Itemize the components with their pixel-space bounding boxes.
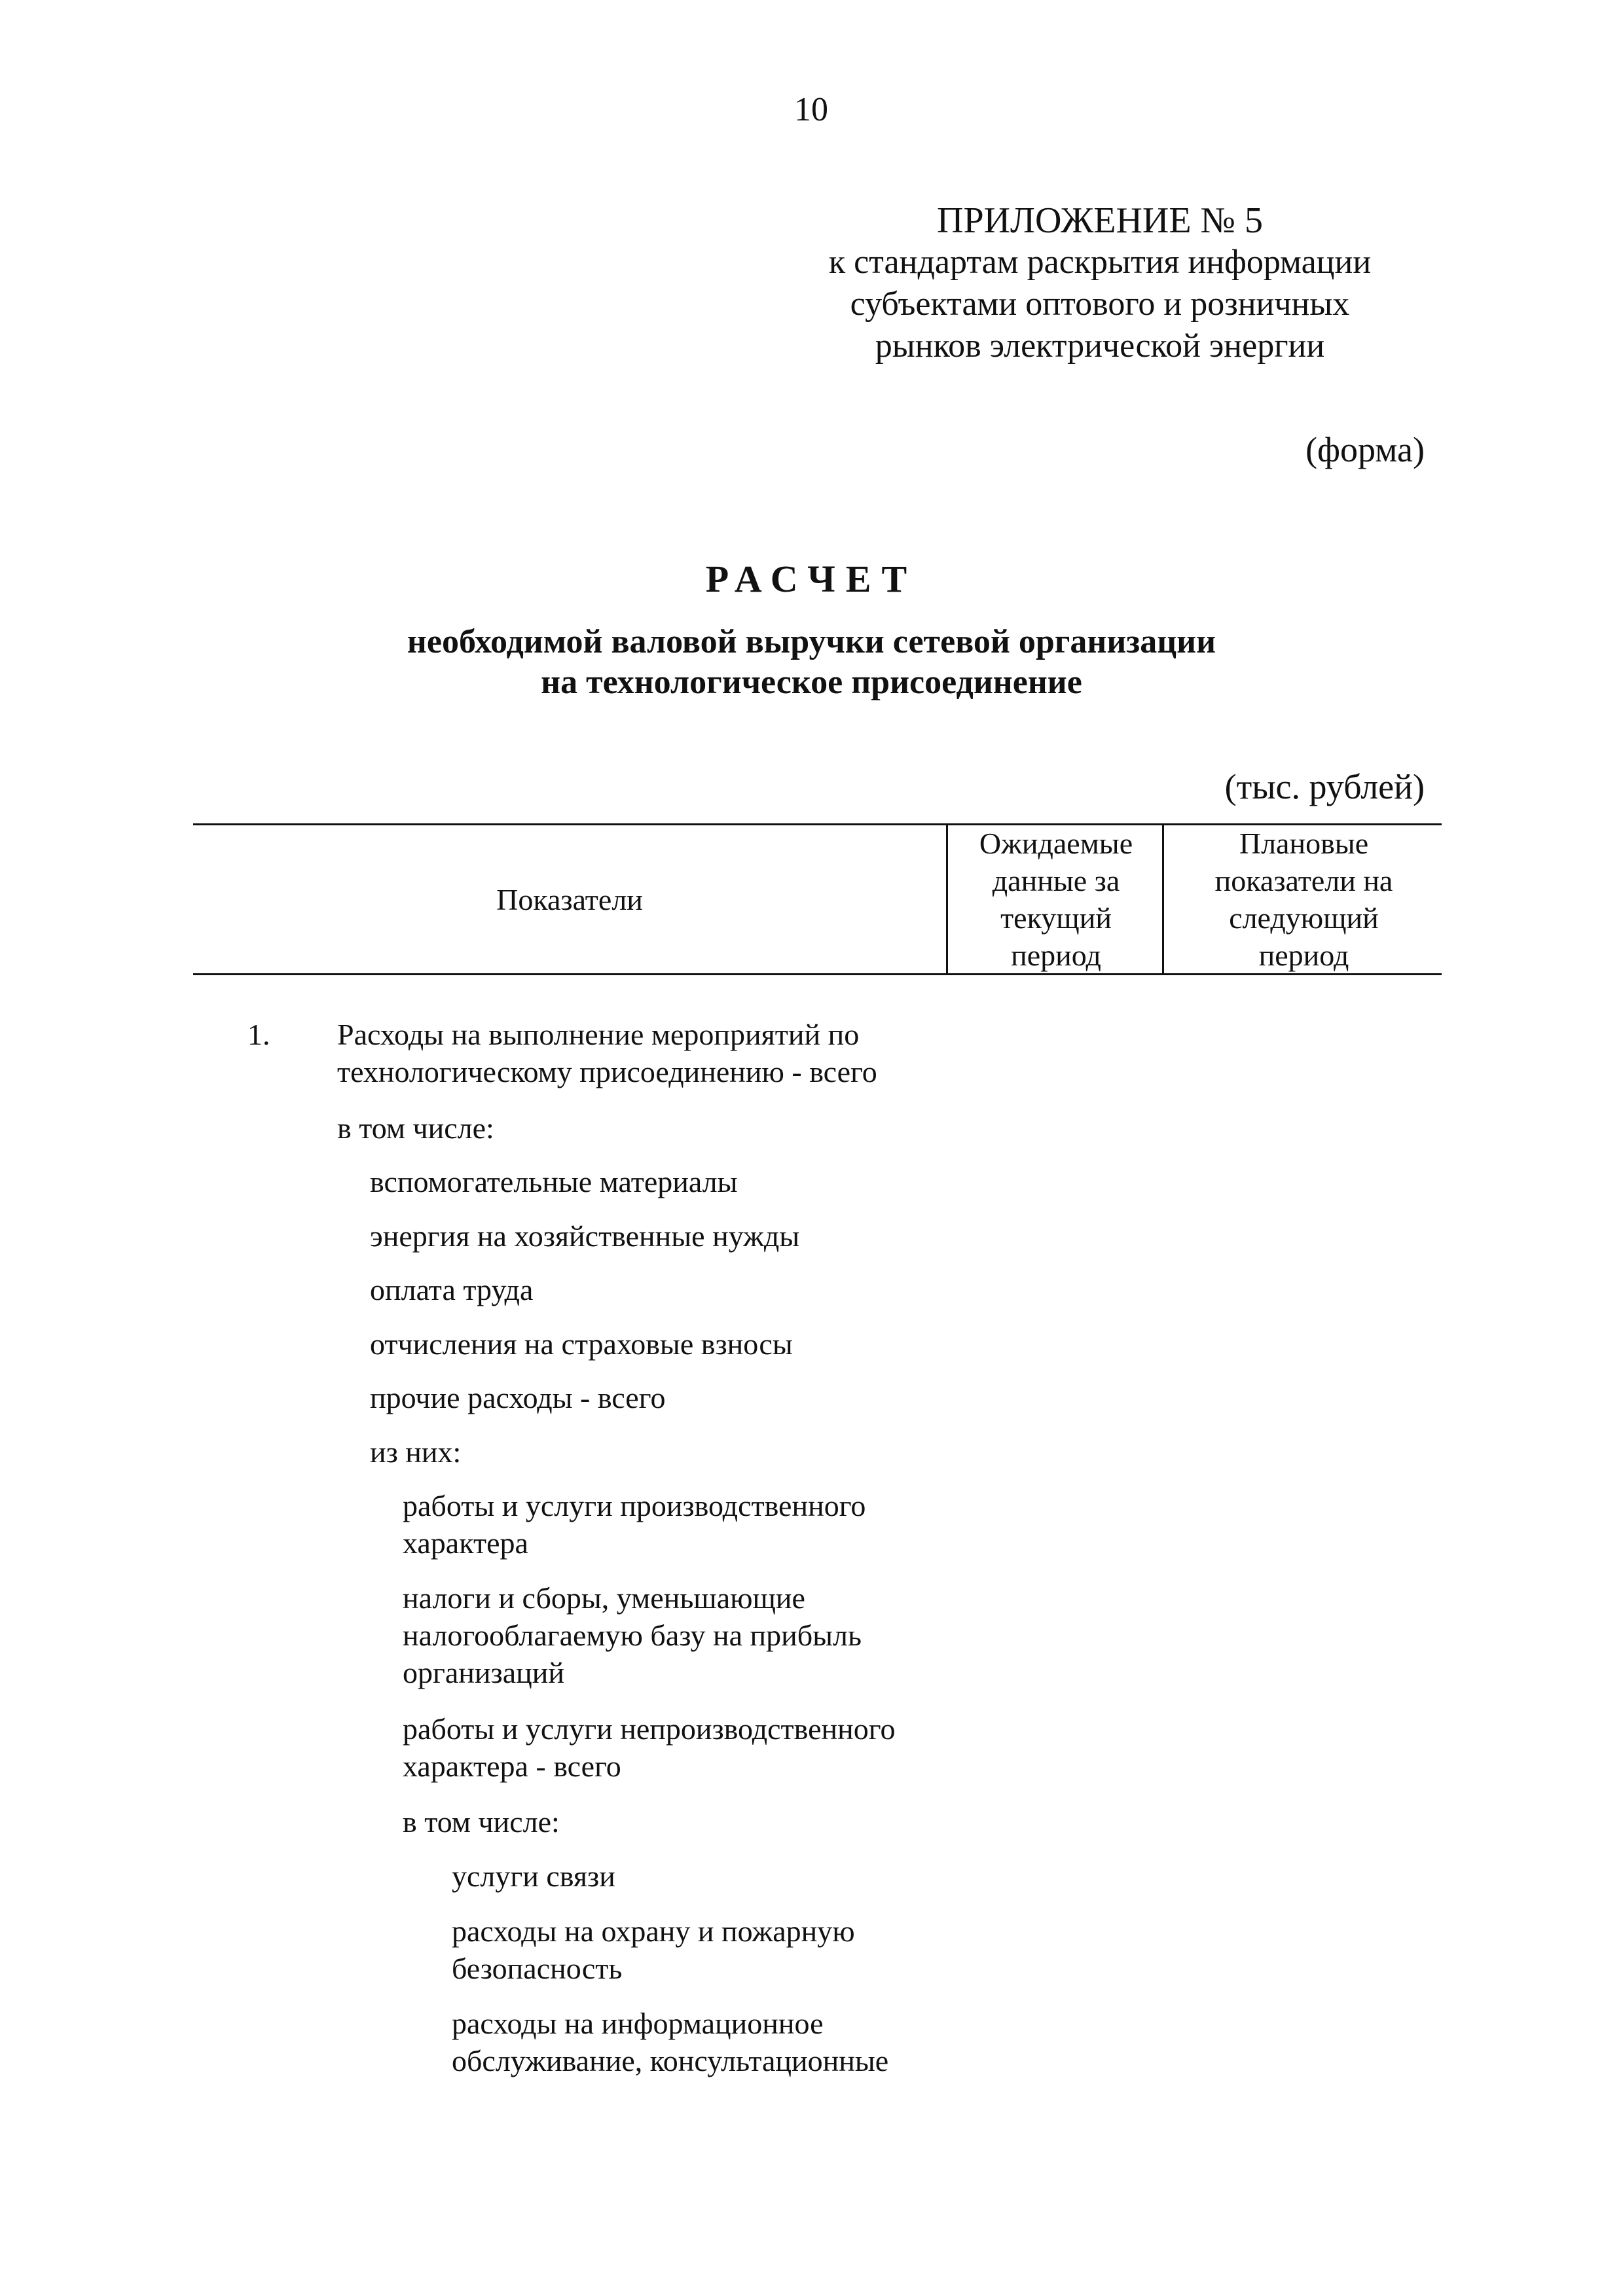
table-row: из них:	[370, 1435, 462, 1469]
header-indicators	[193, 825, 946, 973]
appendix-line: субъектами оптового и розничных	[850, 285, 1350, 323]
table-row: в том числе:	[403, 1805, 560, 1839]
row-number: 1.	[247, 1018, 270, 1051]
table-row: оплата труда	[370, 1273, 534, 1306]
appendix-header	[773, 200, 1427, 367]
appendix-line: к стандартам раскрытия информации	[828, 243, 1372, 281]
table-row: расходы на информационное обслуживание, консультационные	[452, 2007, 889, 2077]
header-planned-label: Плановые показатели на следующий период	[1214, 827, 1393, 972]
table-row: Расходы на выполнение мероприятий по технологическому присоединению - всего	[337, 1018, 877, 1088]
header-expected	[946, 825, 1164, 973]
table-row: работы и услуги производственного характера	[403, 1489, 866, 1560]
table-row: отчисления на страховые взносы	[370, 1327, 793, 1361]
table-header	[193, 823, 1442, 975]
header-expected-label: Ожидаемые данные за текущий период	[979, 827, 1133, 972]
table-row: энергия на хозяйственные нужды	[370, 1219, 800, 1253]
table-row: в том числе:	[337, 1111, 494, 1145]
table-row: расходы на охрану и пожарную безопасность	[452, 1914, 855, 1985]
document-title: РАСЧЕТ	[705, 558, 918, 600]
table-row: вспомогательные материалы	[370, 1165, 738, 1198]
appendix-line: рынков электрической энергии	[875, 327, 1325, 365]
appendix-title: ПРИЛОЖЕНИЕ № 5	[937, 200, 1263, 241]
units-label: (тыс. рублей)	[1224, 767, 1425, 806]
table-row: услуги связи	[452, 1859, 615, 1893]
table-row: работы и услуги непроизводственного характера - всего	[403, 1712, 896, 1783]
document-subtitle	[0, 622, 1623, 703]
subtitle-line: необходимой валовой выручки сетевой организации	[407, 623, 1216, 660]
form-label: (форма)	[1305, 430, 1425, 469]
page-number: 10	[794, 91, 828, 128]
table-row: налоги и сборы, уменьшающие налогооблагаемую базу на прибыль организаций	[403, 1581, 862, 1689]
header-indicators-label: Показатели	[496, 882, 643, 916]
subtitle-line: на технологическое присоединение	[541, 664, 1082, 701]
header-planned	[1162, 825, 1444, 973]
table-row: прочие расходы - всего	[370, 1381, 666, 1414]
